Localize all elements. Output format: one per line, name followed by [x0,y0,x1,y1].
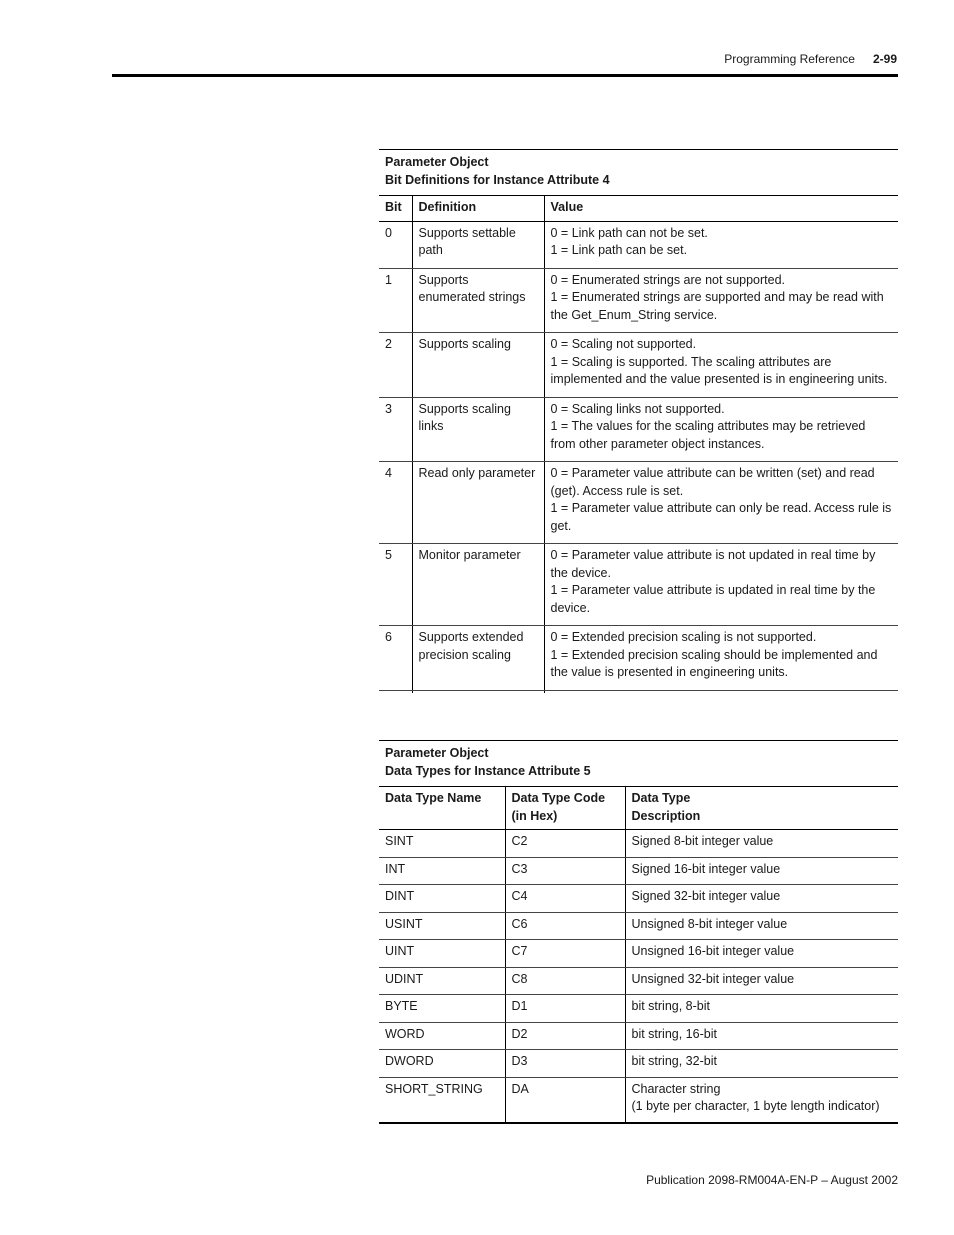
data-type-name-cell: UINT [379,940,505,968]
header-line: Data Type [631,791,691,805]
description-line: (1 byte per character, 1 byte length indicator) [631,1099,880,1113]
data-type-name-cell: SINT [379,830,505,858]
header-rule [112,74,898,77]
value-cell [544,462,898,544]
definition-cell: Supports scaling links [412,397,544,462]
value-line: 0 = Link path can not be set. [550,225,708,240]
value-line: 1 = Extended precision scaling should be implemented and the value is presented in engineering units. [550,647,878,679]
value-line: 0 = Parameter value attribute is not updated in real time by the device. [550,548,876,580]
header-line: Description [631,808,701,823]
value-line: 0 = Extended precision scaling is not supported. [550,630,817,644]
rule-stub-cell [412,690,544,693]
table-row [379,995,898,1023]
description-cell [625,912,898,940]
running-header [724,52,897,66]
value-cell [544,221,898,268]
description-line: Unsigned 16-bit integer value [631,944,795,958]
data-type-code-cell: C3 [505,857,625,885]
table-row [379,967,898,995]
definition-cell: Supports settable path [412,221,544,268]
table-header-row [379,787,898,830]
bit-cell: 5 [379,544,412,626]
description-line: Character string [631,1081,721,1096]
table-title-line: Parameter Object [385,155,489,169]
table-row [379,333,898,398]
description-cell [625,1022,898,1050]
table-row [379,544,898,626]
data-type-name-cell: UDINT [379,967,505,995]
value-cell [544,626,898,691]
bit-cell: 3 [379,397,412,462]
table-row [379,885,898,913]
column-header-value: Value [544,196,898,222]
rule-stub-cell [379,690,412,693]
description-line: Unsigned 32-bit integer value [631,971,795,986]
column-header-bit: Bit [379,196,412,222]
definition-cell: Supports scaling [412,333,544,398]
definition-cell: Supports enumerated strings [412,268,544,333]
description-line: Signed 32-bit integer value [631,889,781,903]
data-type-code-cell: C6 [505,912,625,940]
description-cell [625,830,898,858]
table-title [379,741,898,787]
table-title-line: Parameter Object [385,746,489,760]
data-type-name-cell: DWORD [379,1050,505,1078]
header-line: Data Type Name [385,791,482,805]
table-row [379,1022,898,1050]
column-header-data-type-name [379,787,505,830]
value-line: 0 = Scaling not supported. [550,337,697,351]
rule-stub-cell [544,690,898,693]
table-row [379,830,898,858]
value-cell [544,544,898,626]
data-type-code-cell: C7 [505,940,625,968]
bit-cell: 2 [379,333,412,398]
definition-cell: Supports extended precision scaling [412,626,544,691]
value-line: 0 = Enumerated strings are not supported. [550,272,786,287]
data-types-table [379,740,898,1124]
table-row [379,940,898,968]
table-rule-stub [379,690,898,693]
definition-cell: Read only parameter [412,462,544,544]
description-cell [625,940,898,968]
column-header-definition: Definition [412,196,544,222]
table-row [379,1050,898,1078]
bit-cell: 4 [379,462,412,544]
bit-cell: 6 [379,626,412,691]
table-row [379,221,898,268]
description-line: Signed 16-bit integer value [631,861,781,876]
table-subtitle-line: Bit Definitions for Instance Attribute 4 [385,172,610,187]
data-type-name-cell: DINT [379,885,505,913]
description-cell [625,1077,898,1123]
description-line: bit string, 8-bit [631,999,711,1013]
description-cell [625,1050,898,1078]
description-line: Signed 8-bit integer value [631,834,774,848]
data-type-code-cell: DA [505,1077,625,1123]
column-header-description [625,787,898,830]
table-subtitle-line: Data Types for Instance Attribute 5 [385,763,591,778]
table-row [379,857,898,885]
data-type-code-cell: D2 [505,1022,625,1050]
value-line: 1 = The values for the scaling attributes may be retrieved from other parameter object instances. [550,419,866,451]
description-cell [625,857,898,885]
bit-definitions-table [379,149,898,693]
table-row [379,912,898,940]
table-row [379,462,898,544]
value-cell [544,268,898,333]
section-title: Programming Reference [724,52,855,66]
data-type-code-cell: D1 [505,995,625,1023]
data-type-code-cell: C4 [505,885,625,913]
bit-cell: 1 [379,268,412,333]
table-row [379,268,898,333]
data-type-code-cell: C2 [505,830,625,858]
value-line: 1 = Parameter value attribute can only be read. Access rule is get. [550,501,892,533]
data-type-name-cell: BYTE [379,995,505,1023]
data-type-name-cell: SHORT_STRING [379,1077,505,1123]
data-type-code-cell: C8 [505,967,625,995]
page-number: 2-99 [872,52,897,66]
header-line: (in Hex) [511,808,558,823]
value-line: 0 = Scaling links not supported. [550,401,725,416]
value-line: 1 = Parameter value attribute is updated in real time by the device. [550,583,876,615]
publication-footer: Publication 2098-RM004A-EN-P – August 2002 [646,1173,898,1187]
data-type-name-cell: INT [379,857,505,885]
table-row [379,397,898,462]
data-type-code-cell: D3 [505,1050,625,1078]
table-title [379,150,898,196]
description-line: bit string, 32-bit [631,1054,717,1068]
description-line: Unsigned 8-bit integer value [631,916,788,931]
bit-cell: 0 [379,221,412,268]
table-row [379,1077,898,1123]
value-line: 1 = Scaling is supported. The scaling attributes are implemented and the value presented is in engineering units. [550,354,888,386]
data-type-name-cell: USINT [379,912,505,940]
value-line: 1 = Link path can be set. [550,243,688,257]
value-cell [544,397,898,462]
description-line: bit string, 16-bit [631,1026,717,1041]
description-cell [625,967,898,995]
table-row [379,626,898,691]
column-header-data-type-code [505,787,625,830]
definition-cell: Monitor parameter [412,544,544,626]
table-header-row [379,196,898,222]
header-line: Data Type Code [511,791,606,805]
value-line: 0 = Parameter value attribute can be written (set) and read (get). Access rule is set. [550,466,875,498]
description-cell [625,995,898,1023]
value-line: 1 = Enumerated strings are supported and may be read with the Get_Enum_String service. [550,290,884,322]
data-type-name-cell: WORD [379,1022,505,1050]
value-cell [544,333,898,398]
description-cell [625,885,898,913]
